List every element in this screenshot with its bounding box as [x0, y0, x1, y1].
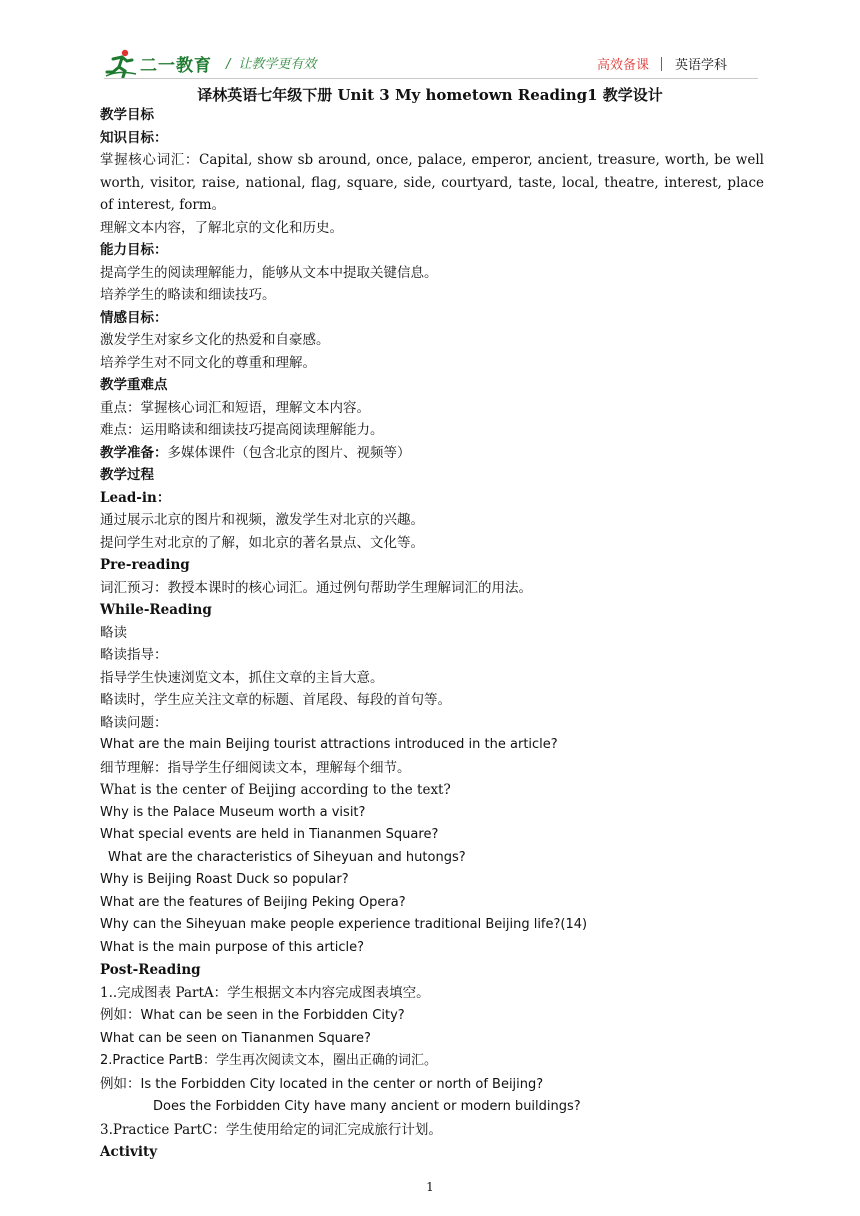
- question: What are the features of Beijing Peking Opera?: [100, 894, 406, 910]
- paragraph: 难点：运用略读和细读技巧提高阅读理解能力。: [100, 422, 384, 438]
- paragraph: 略读问题：: [100, 714, 168, 731]
- paragraph: 3.Practice PartC：学生使用给定的词汇完成旅行计划。: [100, 1121, 442, 1138]
- example-question: What can be seen in the Forbidden City?: [140, 1008, 405, 1023]
- question: Why is the Palace Museum worth a visit?: [100, 804, 366, 820]
- paragraph: [100, 442, 764, 465]
- paragraph: 指导学生快速浏览文本，抓住文章的主旨大意。: [100, 669, 384, 686]
- inline-label: 教学准备：: [100, 444, 168, 461]
- paragraph: 重点：掌握核心词汇和短语，理解文本内容。: [100, 399, 370, 416]
- example-label: 例如：: [100, 1075, 141, 1092]
- subsection-heading: 知识目标：: [100, 129, 168, 146]
- paragraph: 词汇预习：教授本课时的核心词汇。通过例句帮助学生理解词汇的用法。: [100, 579, 532, 596]
- runner-logo-icon: [104, 48, 138, 78]
- paragraph: 略读指导：: [100, 647, 168, 663]
- stage-heading: Lead-in：: [100, 489, 171, 506]
- paragraph: 提高学生的阅读理解能力，能够从文本中提取关键信息。: [100, 264, 438, 281]
- paragraph: 激发学生对家乡文化的热爱和自豪感。: [100, 332, 330, 348]
- paragraph: 培养学生对不同文化的尊重和理解。: [100, 354, 316, 371]
- question: Why can the Siheyuan make people experience traditional Beijing life?(14): [100, 917, 588, 932]
- page-number: 1: [426, 1180, 434, 1194]
- header-tag-efficient: 高效备课: [597, 58, 650, 73]
- question: What special events are held in Tiananmen Square?: [100, 827, 439, 842]
- question: What is the main purpose of this article?: [100, 939, 365, 955]
- header-tags: [597, 54, 727, 73]
- document-body: [100, 104, 764, 1164]
- stage-heading: Activity: [100, 1144, 158, 1160]
- paragraph: 细节理解：指导学生仔细阅读文本，理解每个细节。: [100, 759, 411, 776]
- paragraph: 培养学生的略读和细读技巧。: [100, 287, 276, 303]
- subsection-heading: 能力目标：: [100, 242, 168, 258]
- section-heading: 教学重难点: [100, 377, 168, 393]
- section-heading: 教学目标: [100, 107, 154, 123]
- example-question: Does the Forbidden City have many ancient or modern buildings?: [153, 1099, 581, 1114]
- example-line: [100, 1073, 764, 1097]
- logo-text: 二一教育: [140, 55, 212, 76]
- stage-heading: Pre-reading: [100, 557, 190, 573]
- slogan: [226, 53, 316, 72]
- paragraph: 略读时，学生应关注文章的标题、首尾段、每段的首句等。: [100, 692, 451, 708]
- example-line: [100, 1004, 764, 1028]
- slogan-text: 让教学更有效: [238, 57, 317, 72]
- document-title: 译林英语七年级下册 Unit 3 My hometown Reading1 教学设计: [197, 86, 663, 104]
- question: What are the characteristics of Siheyuan and hutongs?: [108, 849, 466, 865]
- paragraph: 2.Practice PartB：学生再次阅读文本，圈出正确的词汇。: [100, 1053, 438, 1068]
- example-question: Is the Forbidden City located in the center or north of Beijing?: [140, 1076, 544, 1092]
- page-header: [0, 0, 860, 88]
- example-label: 例如：: [100, 1007, 141, 1023]
- stage-heading: Post-Reading: [100, 962, 201, 978]
- header-tag-subject: 英语学科: [675, 58, 728, 73]
- section-heading: 教学过程: [100, 467, 154, 483]
- question: Why is Beijing Roast Duck so popular?: [100, 872, 349, 887]
- paragraph: 掌握核心词汇：Capital, show sb around, once, palace, emperor, ancient, treasure, worth, be well worth, visitor, raise, national, flag, square, side, courtyard, taste, local, theatre, interest, place of interest, form。: [100, 152, 764, 213]
- paragraph: 理解文本内容，了解北京的文化和历史。: [100, 219, 343, 236]
- header-divider: [661, 57, 662, 71]
- example-question: What can be seen on Tiananmen Square?: [100, 1030, 371, 1046]
- header-rule: [104, 78, 758, 79]
- logo: [104, 46, 212, 80]
- stage-heading: While-Reading: [100, 602, 212, 618]
- paragraph: 略读: [100, 624, 127, 641]
- inline-text: 多媒体课件（包含北京的图片、视频等）: [167, 444, 411, 461]
- question: What is the center of Beijing according to the text?: [100, 782, 451, 798]
- slash-divider: /: [226, 57, 231, 72]
- paragraph: 提问学生对北京的了解，如北京的著名景点、文化等。: [100, 534, 424, 551]
- question: What are the main Beijing tourist attractions introduced in the article?: [100, 737, 558, 752]
- paragraph: 1..完成图表 PartA：学生根据文本内容完成图表填空。: [100, 984, 430, 1001]
- paragraph: 通过展示北京的图片和视频，激发学生对北京的兴趣。: [100, 512, 424, 528]
- subsection-heading: 情感目标：: [100, 309, 168, 326]
